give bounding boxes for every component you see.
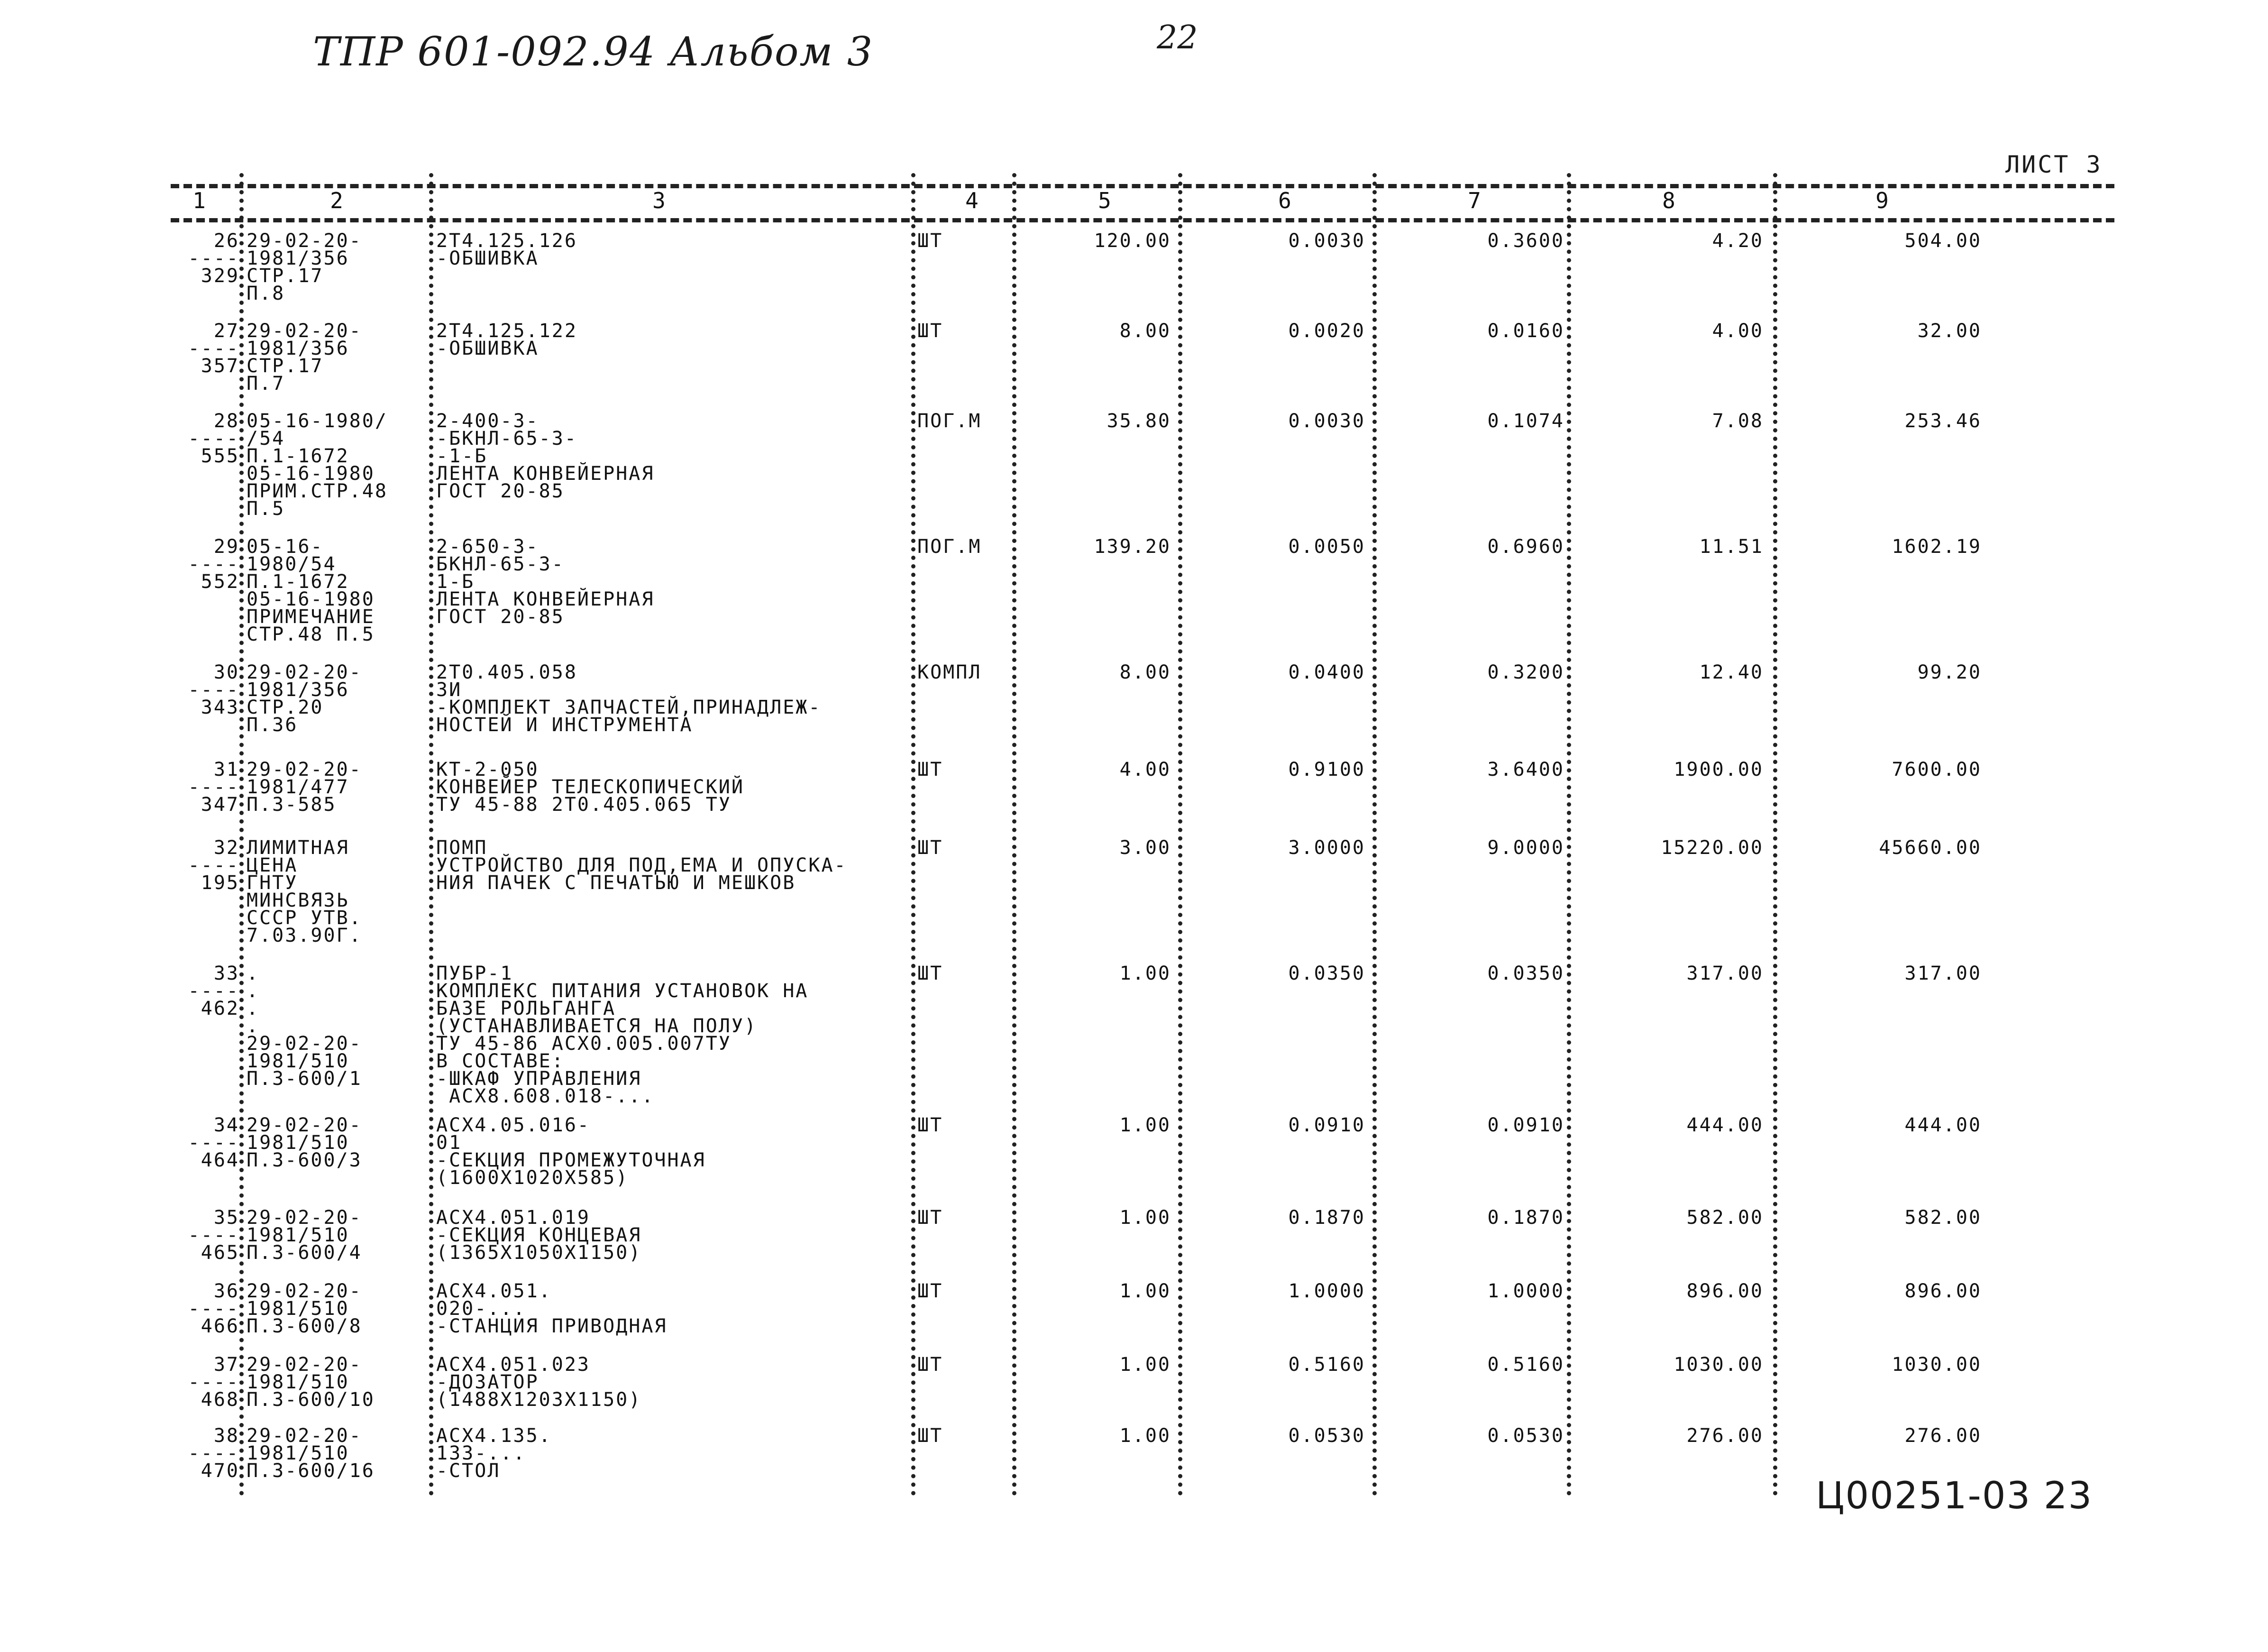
unit-cell: ШТ <box>917 320 943 342</box>
unit-weight-cell: 0.0020 <box>1288 320 1365 342</box>
unit-weight-cell: 0.0910 <box>1288 1114 1365 1136</box>
unit-price-cell: 4.20 <box>1712 230 1764 252</box>
reference-code-cell: 29-02-20- 1981/477 П.3-585 <box>247 759 362 816</box>
row-number-cell: 26 ---- 329 <box>188 230 239 287</box>
column-divider <box>1372 173 1377 1496</box>
reference-code-cell: ЛИМИТНАЯ ЦЕНА ГНТУ МИНСВЯЗЬ СССР УТВ. 7.03.90Г. <box>247 837 362 946</box>
quantity-cell: 3.00 <box>1119 837 1171 859</box>
page-number: 22 <box>1157 19 1198 56</box>
total-cost-cell: 1602.19 <box>1892 536 1982 558</box>
row-number-cell: 36 ---- 466 <box>188 1280 239 1337</box>
quantity-cell: 1.00 <box>1119 1354 1171 1376</box>
unit-cell: ШТ <box>917 1114 943 1136</box>
total-cost-cell: 32.00 <box>1917 320 1982 342</box>
column-header-3: 3 <box>652 188 666 213</box>
column-divider <box>1178 173 1182 1496</box>
column-header-6: 6 <box>1278 188 1291 213</box>
total-cost-cell: 582.00 <box>1904 1207 1982 1229</box>
unit-price-cell: 1900.00 <box>1674 759 1764 780</box>
item-description-cell: 2Т4.125.126 -ОБШИВКА <box>436 230 577 269</box>
column-divider <box>1567 173 1571 1496</box>
unit-weight-cell: 0.5160 <box>1288 1354 1365 1376</box>
unit-price-cell: 11.51 <box>1699 536 1764 558</box>
unit-price-cell: 1030.00 <box>1674 1354 1764 1376</box>
unit-cell: ПОГ.М <box>917 536 982 558</box>
unit-weight-cell: 0.0050 <box>1288 536 1365 558</box>
unit-cell: ШТ <box>917 837 943 859</box>
reference-code-cell: 29-02-20- 1981/510 П.3-600/8 <box>247 1280 362 1337</box>
unit-weight-cell: 1.0000 <box>1288 1280 1365 1302</box>
row-number-cell: 34 ---- 464 <box>188 1114 239 1171</box>
unit-price-cell: 7.08 <box>1712 410 1764 432</box>
total-weight-cell: 9.0000 <box>1487 837 1564 859</box>
unit-weight-cell: 0.0400 <box>1288 661 1365 683</box>
unit-cell: ПОГ.М <box>917 410 982 432</box>
sheet-label: ЛИСТ 3 <box>2005 151 2103 178</box>
quantity-cell: 1.00 <box>1119 1207 1171 1229</box>
row-number-cell: 32 ---- 195 <box>188 837 239 894</box>
document-title: ТПР 601-092.94 Альбом 3 <box>313 28 874 75</box>
total-weight-cell: 0.0910 <box>1487 1114 1564 1136</box>
item-description-cell: АСХ4.135. 133-... -СТОЛ <box>436 1425 552 1482</box>
row-number-cell: 37 ---- 468 <box>188 1354 239 1411</box>
total-weight-cell: 0.3200 <box>1487 661 1564 683</box>
item-description-cell: АСХ4.05.016- 01 -СЕКЦИЯ ПРОМЕЖУТОЧНАЯ (1600Х1020Х585) <box>436 1114 706 1189</box>
column-divider <box>429 173 433 1496</box>
table-header-rule <box>171 218 2114 222</box>
row-number-cell: 27 ---- 357 <box>188 320 239 377</box>
unit-weight-cell: 0.1870 <box>1288 1207 1365 1229</box>
total-cost-cell: 99.20 <box>1917 661 1982 683</box>
total-cost-cell: 276.00 <box>1904 1425 1982 1447</box>
row-number-cell: 29 ---- 552 <box>188 536 239 593</box>
item-description-cell: 2Т4.125.122 -ОБШИВКА <box>436 320 577 359</box>
unit-cell: КОМПЛ <box>917 661 982 683</box>
table-header-row <box>0 188 2268 216</box>
total-cost-cell: 7600.00 <box>1892 759 1982 780</box>
column-header-9: 9 <box>1875 188 1889 213</box>
total-weight-cell: 0.3600 <box>1487 230 1564 252</box>
total-weight-cell: 1.0000 <box>1487 1280 1564 1302</box>
unit-weight-cell: 0.9100 <box>1288 759 1365 780</box>
total-weight-cell: 0.0530 <box>1487 1425 1564 1447</box>
total-cost-cell: 1030.00 <box>1892 1354 1982 1376</box>
unit-cell: ШТ <box>917 230 943 252</box>
item-description-cell: 2Т0.405.058 ЗИ -КОМПЛЕКТ ЗАПЧАСТЕЙ,ПРИНАДЛЕЖ- НОСТЕЙ И ИНСТРУМЕНТА <box>436 661 822 736</box>
unit-price-cell: 15220.00 <box>1661 837 1764 859</box>
quantity-cell: 1.00 <box>1119 1280 1171 1302</box>
row-number-cell: 38 ---- 470 <box>188 1425 239 1482</box>
total-cost-cell: 45660.00 <box>1879 837 1982 859</box>
total-weight-cell: 0.6960 <box>1487 536 1564 558</box>
total-cost-cell: 504.00 <box>1904 230 1982 252</box>
reference-code-cell: 05-16- 1980/54 П.1-1672 05-16-1980 ПРИМЕЧАНИЕ СТР.48 П.5 <box>247 536 375 645</box>
item-description-cell: АСХ4.051. 020-... -СТАНЦИЯ ПРИВОДНАЯ <box>436 1280 668 1337</box>
unit-price-cell: 276.00 <box>1686 1425 1764 1447</box>
quantity-cell: 4.00 <box>1119 759 1171 780</box>
reference-code-cell: . . . . 29-02-20- 1981/510 П.3-600/1 <box>247 963 362 1090</box>
unit-cell: ШТ <box>917 1425 943 1447</box>
column-header-2: 2 <box>330 188 343 213</box>
total-cost-cell: 253.46 <box>1904 410 1982 432</box>
item-description-cell: АСХ4.051.019 -СЕКЦИЯ КОНЦЕВАЯ (1365Х1050Х1150) <box>436 1207 642 1264</box>
unit-weight-cell: 0.0030 <box>1288 410 1365 432</box>
unit-cell: ШТ <box>917 1354 943 1376</box>
column-divider <box>1773 173 1777 1496</box>
row-number-cell: 33 ---- 462 <box>188 963 239 1019</box>
unit-price-cell: 582.00 <box>1686 1207 1764 1229</box>
unit-cell: ШТ <box>917 963 943 984</box>
item-description-cell: ПОМП УСТРОЙСТВО ДЛЯ ПОД,ЕМА И ОПУСКА- НИЯ ПАЧЕК С ПЕЧАТЬЮ И МЕШКОВ <box>436 837 847 894</box>
unit-cell: ШТ <box>917 759 943 780</box>
quantity-cell: 1.00 <box>1119 963 1171 984</box>
total-weight-cell: 0.0350 <box>1487 963 1564 984</box>
reference-code-cell: 29-02-20- 1981/510 П.3-600/16 <box>247 1425 375 1482</box>
reference-code-cell: 29-02-20- 1981/356 СТР.17 П.7 <box>247 320 362 395</box>
total-cost-cell: 444.00 <box>1904 1114 1982 1136</box>
reference-code-cell: 29-02-20- 1981/510 П.3-600/10 <box>247 1354 375 1411</box>
item-description-cell: АСХ4.051.023 -ДОЗАТОР (1488Х1203Х1150) <box>436 1354 642 1411</box>
row-number-cell: 30 ---- 343 <box>188 661 239 718</box>
total-weight-cell: 0.1074 <box>1487 410 1564 432</box>
quantity-cell: 35.80 <box>1107 410 1171 432</box>
quantity-cell: 1.00 <box>1119 1114 1171 1136</box>
reference-code-cell: 05-16-1980/ /54 П.1-1672 05-16-1980 ПРИМ.СТР.48 П.5 <box>247 410 388 520</box>
total-weight-cell: 0.5160 <box>1487 1354 1564 1376</box>
unit-cell: ШТ <box>917 1207 943 1229</box>
reference-code-cell: 29-02-20- 1981/510 П.3-600/4 <box>247 1207 362 1264</box>
unit-price-cell: 444.00 <box>1686 1114 1764 1136</box>
total-weight-cell: 0.0160 <box>1487 320 1564 342</box>
unit-price-cell: 896.00 <box>1686 1280 1764 1302</box>
item-description-cell: 2-650-3- БКНЛ-65-3- 1-Б ЛЕНТА КОНВЕЙЕРНАЯ ГОСТ 20-85 <box>436 536 655 628</box>
column-header-7: 7 <box>1468 188 1481 213</box>
quantity-cell: 120.00 <box>1094 230 1171 252</box>
total-cost-cell: 317.00 <box>1904 963 1982 984</box>
row-number-cell: 35 ---- 465 <box>188 1207 239 1264</box>
item-description-cell: ПУБР-1 КОМПЛЕКС ПИТАНИЯ УСТАНОВОК НА БАЗЕ РОЛЬГАНГА (УСТАНАВЛИВАЕТСЯ НА ПОЛУ) ТУ 45-86 АСХ0.005.007ТУ В СОСТАВЕ: -ШКАФ УПРАВЛЕНИЯ АСХ8.608.018-... <box>436 963 809 1107</box>
unit-price-cell: 4.00 <box>1712 320 1764 342</box>
column-header-8: 8 <box>1662 188 1675 213</box>
unit-weight-cell: 0.0030 <box>1288 230 1365 252</box>
reference-code-cell: 29-02-20- 1981/356 СТР.20 П.36 <box>247 661 362 736</box>
quantity-cell: 1.00 <box>1119 1425 1171 1447</box>
unit-cell: ШТ <box>917 1280 943 1302</box>
row-number-cell: 31 ---- 347 <box>188 759 239 816</box>
unit-weight-cell: 3.0000 <box>1288 837 1365 859</box>
column-divider <box>239 173 244 1496</box>
column-header-1: 1 <box>192 188 206 213</box>
row-number-cell: 28 ---- 555 <box>188 410 239 467</box>
item-description-cell: 2-400-3- -БКНЛ-65-3- -1-Б ЛЕНТА КОНВЕЙЕРНАЯ ГОСТ 20-85 <box>436 410 655 502</box>
column-divider <box>911 173 915 1496</box>
unit-weight-cell: 0.0530 <box>1288 1425 1365 1447</box>
quantity-cell: 139.20 <box>1094 536 1171 558</box>
unit-price-cell: 317.00 <box>1686 963 1764 984</box>
total-weight-cell: 0.1870 <box>1487 1207 1564 1229</box>
document-stamp-code: Ц00251-03 23 <box>1816 1475 2093 1517</box>
column-header-5: 5 <box>1098 188 1111 213</box>
unit-weight-cell: 0.0350 <box>1288 963 1365 984</box>
reference-code-cell: 29-02-20- 1981/510 П.3-600/3 <box>247 1114 362 1171</box>
item-description-cell: КТ-2-050 КОНВЕЙЕР ТЕЛЕСКОПИЧЕСКИЙ ТУ 45-88 2Т0.405.065 ТУ <box>436 759 744 816</box>
quantity-cell: 8.00 <box>1119 661 1171 683</box>
unit-price-cell: 12.40 <box>1699 661 1764 683</box>
total-weight-cell: 3.6400 <box>1487 759 1564 780</box>
quantity-cell: 8.00 <box>1119 320 1171 342</box>
reference-code-cell: 29-02-20- 1981/356 СТР.17 П.8 <box>247 230 362 304</box>
column-header-4: 4 <box>965 188 979 213</box>
total-cost-cell: 896.00 <box>1904 1280 1982 1302</box>
